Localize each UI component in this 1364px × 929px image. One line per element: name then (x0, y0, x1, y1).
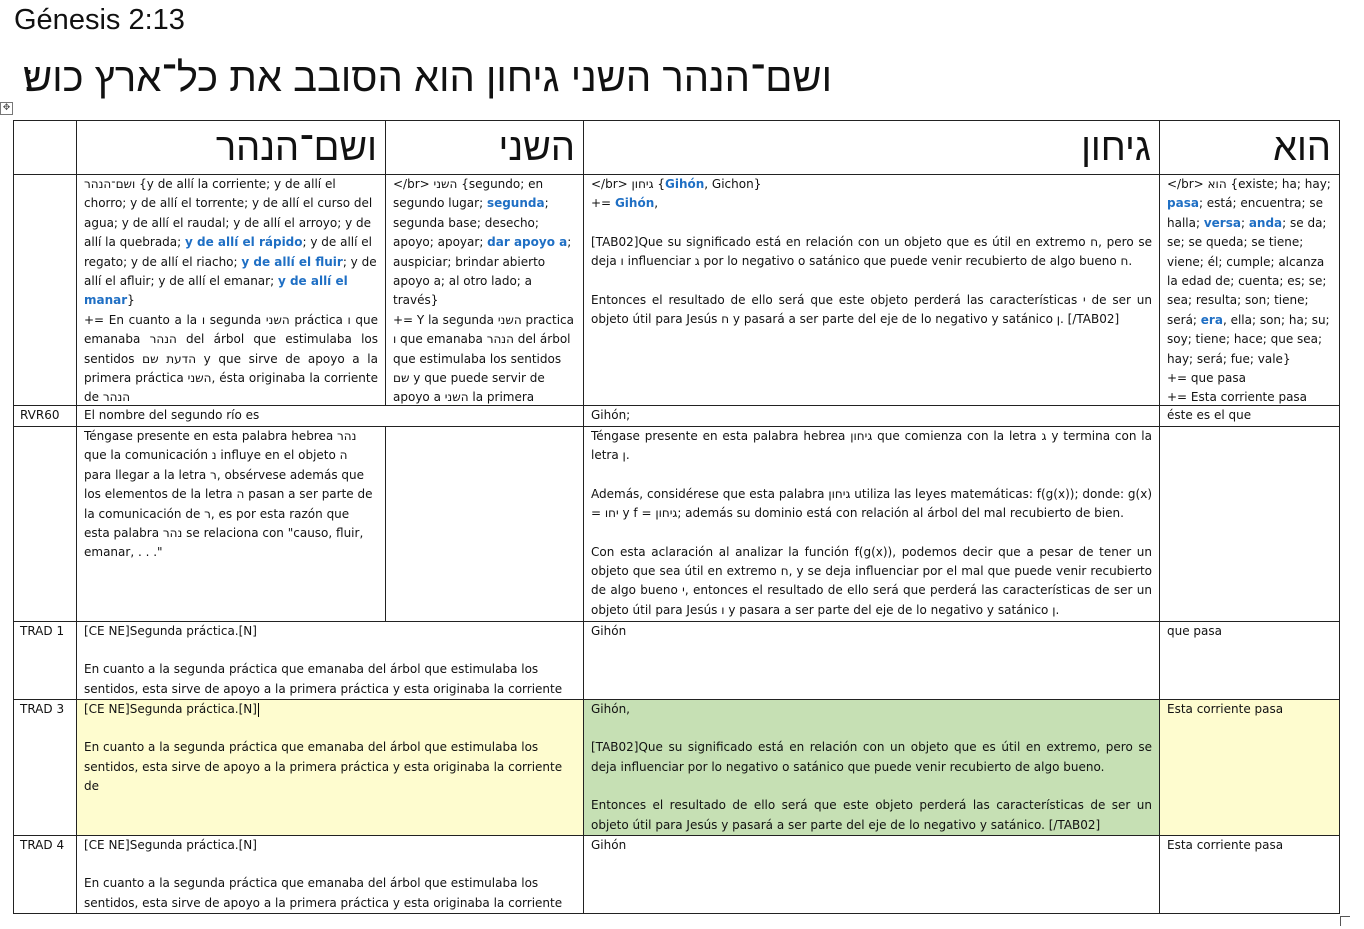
notes-cell-4[interactable] (1160, 427, 1340, 622)
notes-cell-3[interactable] (584, 427, 1160, 622)
trad3-row (14, 700, 1340, 836)
trad3-label: TRAD 3 (14, 700, 77, 836)
table-resize-handle-icon[interactable] (1340, 916, 1350, 926)
trad3-cell-4[interactable]: Esta corriente pasa (1160, 700, 1340, 836)
rvr60-label: RVR60 (14, 406, 77, 427)
hebrew-verse: ושם־הנהר השני גיחון הוא הסובב את כל־ארץ כוש׃ (23, 56, 832, 100)
analysis-cell-2[interactable] (386, 175, 584, 406)
analysis-translation-4b: += Esta corriente pasa (1167, 390, 1308, 405)
rvr60-row (14, 406, 1340, 427)
header-row (14, 121, 1340, 175)
trad4-cell-4[interactable]: Esta corriente pasa (1160, 836, 1340, 914)
header-cell-3[interactable] (584, 121, 1160, 175)
table-move-handle-icon[interactable]: ✥ (0, 102, 13, 115)
hebrew-word-4: הוא (1273, 126, 1331, 169)
trad4-label: TRAD 4 (14, 836, 77, 914)
analysis-translation-1: += En cuanto a la ו segunda השני práctica ו que emanaba הנהר del árbol que estimulaba los sentidos הדעת שם y que sirve de apoyo a la primera práctica השני, ésta originaba la corriente de הנהר (84, 312, 378, 405)
hebrew-word-1: ושם־הנהר (215, 126, 377, 169)
header-cell-2[interactable] (386, 121, 584, 175)
analysis-text-2: </br> השני {segundo; en segundo lugar; segunda; segunda base; desecho; apoyo; apoyar; dar apoyo a; auspiciar; brindar abierto apoyo a; al otro lado; a través} += Y la segunda השני practica ו que emanaba הנהר del árbol que estimulaba los sentidos שם y que puede servir de apoyo a השני la primera (393, 175, 576, 405)
hebrew-word-2: השני (498, 126, 575, 169)
text-cursor (258, 703, 259, 717)
trad1-cell-1[interactable]: [CE NE]Segunda práctica.[N] En cuanto a la segunda práctica que emanaba del árbol que estimulaba los sentidos, esta sirve de apoyo a la primera práctica y esta originaba la corriente (77, 622, 584, 700)
note-text-3: Téngase presente en esta palabra hebrea גיחון que comienza con la letra ג y termina con la letra ן. Además, considérese que esta palabra גיחון utiliza las leyes matemáticas: f(g(x)); donde: g(x) = יחו y f = גיחון; además su dominio está con relación al árbol del mal recubierto de bien. Con esta aclaración al analizar la función f(g(x)), podemos decir que a pesar de tener un objeto que sea útil en extremo ח, y se deja influenciar por el mal que puede venir recubierto de algo bueno י, entonces el resultado de ello será que perderá las características de ser un objeto útil para Jesús ו y pasara a ser parte del eje de lo negativo y satánico ן. (591, 429, 1152, 617)
rvr60-cell-4[interactable]: éste es el que (1160, 406, 1340, 427)
trad4-cell-1[interactable]: [CE NE]Segunda práctica.[N] En cuanto a la segunda práctica que emanaba del árbol que estimulaba los sentidos, esta sirve de apoyo a la primera práctica y esta originaba la corriente (77, 836, 584, 914)
notes-label-cell (14, 427, 77, 622)
note-text-1: Téngase presente en esta palabra hebrea נהר que la comunicación נ influye en el objeto ה para llegar a la letra ר, obsérvese además que los elementos de la letra ה pasan a ser parte de la comunicación de ר, es por esta razón que esta palabra נהר se relaciona con "causo, fluir, emanar, . . ." (84, 429, 373, 560)
trad1-row (14, 622, 1340, 700)
analysis-translation-4a: += que pasa (1167, 371, 1246, 386)
analysis-label-cell (14, 175, 77, 406)
analysis-paragraph-3b: Entonces el resultado de ello será que este objeto perderá las características י de ser un objeto útil para Jesús ח y pasará a ser parte del eje de lo negativo y satánico ן. [/TAB02] (591, 292, 1152, 327)
trad1-cell-3[interactable]: Gihón (584, 622, 1160, 700)
trad4-cell-3[interactable]: Gihón (584, 836, 1160, 914)
trad4-row (14, 836, 1340, 914)
trad3-cell-1[interactable]: [CE NE]Segunda práctica.[N] En cuanto a la segunda práctica que emanaba del árbol que estimulaba los sentidos, esta sirve de apoyo a la primera práctica y esta originaba la corriente de (77, 700, 584, 836)
trad1-cell-4[interactable]: que pasa (1160, 622, 1340, 700)
notes-cell-2[interactable] (386, 427, 584, 622)
notes-cell-1[interactable] (77, 427, 386, 622)
analysis-cell-3[interactable] (584, 175, 1160, 406)
hebrew-word-3: גיחון (1081, 126, 1151, 169)
analysis-translation-2: += Y la segunda השני practica ו que emanaba הנהר del árbol que estimulaba los sentidos שם y que puede servir de apoyo a השני la primera (393, 312, 574, 405)
analysis-text-1: ושם־הנהר {y de allí la corriente; y de allí el chorro; y de allí el torrente; y de allí el curso del agua; y de allí el raudal; y de allí el arroyo; y de allí la quebrada; y de allí el rápido; y de allí el regato; y de allí el riacho; y de allí el fluir; y de allí el afluir; y de allí el emanar; y de allí el manar} += En cuanto a la ו segunda השני práctica ו que emanaba הנהר del árbol que estimulaba los sentidos הדעת שם y que sirve de apoyo a la primera práctica השני, ésta originaba la corriente de הנהר (84, 175, 378, 405)
verse-reference: Génesis 2:13 (14, 4, 185, 36)
trad3-cell-3[interactable]: Gihón, [TAB02]Que su significado está en relación con un objeto que es útil en extremo, pero se deja influenciar por lo negativo o satánico que puede venir recubierto de algo bueno. Entonces el resultado de ello será que este objeto perderá las características de ser un objeto útil para Jesús y pasará a ser parte del eje de lo negativo y satánico. [/TAB02] (584, 700, 1160, 836)
analysis-text-4: </br> הוא {existe; ha; hay; pasa; está; encuentra; se halla; versa; anda; se da; se; se queda; se tiene; viene; él; cumple; alcanza la edad de; cuenta; es; se; sea; resulta; son; tiene; será; era, ella; son; ha; su; soy; tiene; hace; que sea; hay; será; fue; vale} += que pasa += Esta corriente pasa (1167, 175, 1332, 405)
analysis-paragraph-3a: [TAB02]Que su significado está en relación con un objeto que es útil en extremo ח, pero se deja ו influenciar ג por lo negativo o satánico que puede venir recubierto de algo bueno ח. (591, 234, 1152, 269)
header-cell-1[interactable] (77, 121, 386, 175)
rvr60-cell-3[interactable]: Gihón; (584, 406, 1160, 427)
header-empty-cell (14, 121, 77, 175)
analysis-cell-4[interactable] (1160, 175, 1340, 406)
trad1-label: TRAD 1 (14, 622, 77, 700)
analysis-cell-1[interactable] (77, 175, 386, 406)
rvr60-cell-1[interactable]: El nombre del segundo río es (77, 406, 584, 427)
analysis-row (14, 175, 1340, 406)
notes-row (14, 427, 1340, 622)
interlinear-table (13, 120, 1340, 914)
header-cell-4[interactable] (1160, 121, 1340, 175)
analysis-text-3: </br> גיחון {Gihón, Gichon} += Gihón, [TAB02]Que su significado está en relación con un objeto que es útil en extremo ח, pero se deja ו influenciar ג por lo negativo o satánico que puede venir recubierto de algo bueno ח. Entonces el resultado de ello será que este objeto perderá las características י de ser un objeto útil para Jesús ח y pasará a ser parte del eje de lo negativo y satánico ן. [/TAB02] (591, 175, 1152, 405)
